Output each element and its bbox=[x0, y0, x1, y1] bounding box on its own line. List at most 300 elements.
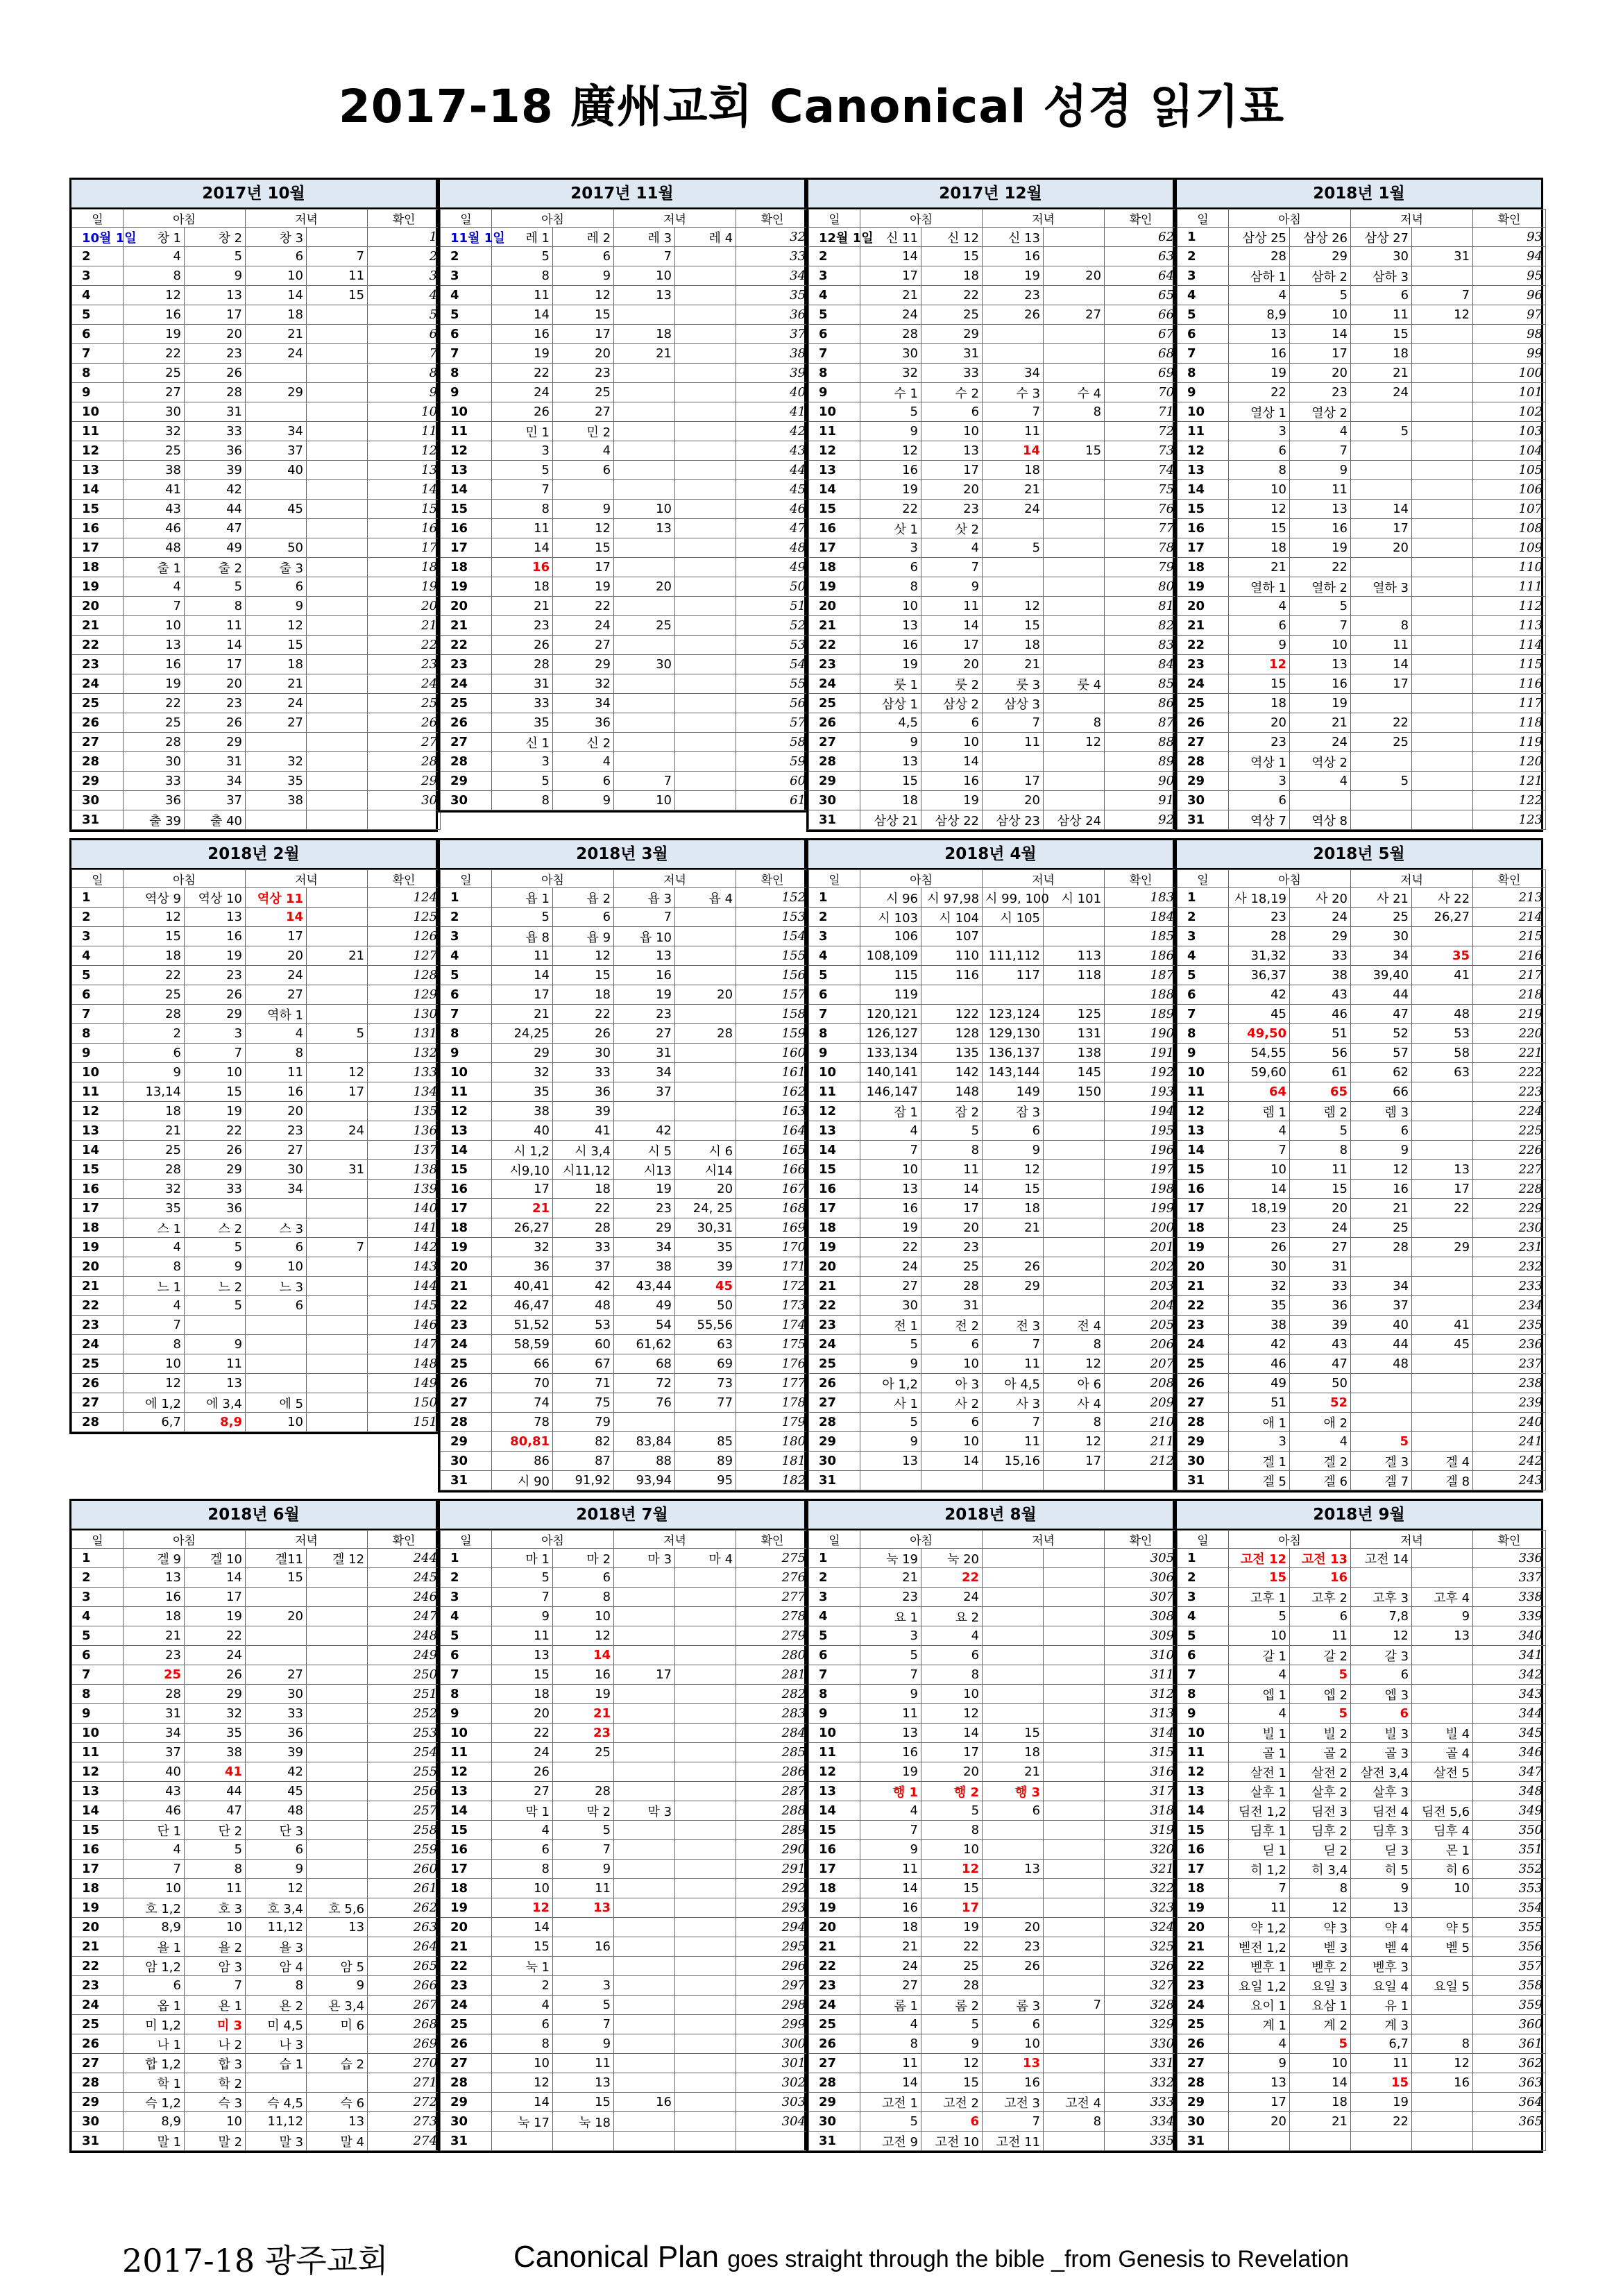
check-cell[interactable]: 125 bbox=[368, 908, 441, 927]
check-cell[interactable]: 127 bbox=[368, 946, 441, 966]
check-cell[interactable]: 168 bbox=[736, 1199, 809, 1218]
check-cell[interactable]: 280 bbox=[736, 1646, 809, 1665]
check-cell[interactable]: 349 bbox=[1473, 1801, 1546, 1821]
check-cell[interactable]: 274 bbox=[368, 2132, 441, 2151]
check-cell[interactable]: 82 bbox=[1105, 616, 1178, 636]
check-cell[interactable]: 186 bbox=[1105, 946, 1178, 966]
check-cell[interactable]: 201 bbox=[1105, 1238, 1178, 1257]
check-cell[interactable]: 84 bbox=[1105, 655, 1178, 674]
check-cell[interactable]: 77 bbox=[1105, 519, 1178, 538]
check-cell[interactable]: 260 bbox=[368, 1860, 441, 1879]
check-cell[interactable]: 227 bbox=[1473, 1160, 1546, 1180]
check-cell[interactable]: 63 bbox=[1105, 247, 1178, 266]
check-cell[interactable]: 205 bbox=[1105, 1316, 1178, 1335]
check-cell[interactable]: 9 bbox=[368, 383, 441, 402]
check-cell[interactable]: 263 bbox=[368, 1918, 441, 1937]
check-cell[interactable]: 16 bbox=[368, 519, 441, 538]
check-cell[interactable]: 255 bbox=[368, 1762, 441, 1782]
check-cell[interactable]: 199 bbox=[1105, 1199, 1178, 1218]
check-cell[interactable]: 116 bbox=[1473, 674, 1546, 694]
check-cell[interactable]: 111 bbox=[1473, 577, 1546, 597]
check-cell[interactable]: 215 bbox=[1473, 927, 1546, 946]
check-cell[interactable]: 13 bbox=[368, 461, 441, 480]
check-cell[interactable]: 79 bbox=[1105, 558, 1178, 577]
check-cell[interactable]: 113 bbox=[1473, 616, 1546, 636]
check-cell[interactable]: 355 bbox=[1473, 1918, 1546, 1937]
check-cell[interactable]: 81 bbox=[1105, 597, 1178, 616]
check-cell[interactable]: 83 bbox=[1105, 636, 1178, 655]
check-cell[interactable]: 153 bbox=[736, 908, 809, 927]
check-cell[interactable]: 211 bbox=[1105, 1432, 1178, 1452]
check-cell[interactable]: 359 bbox=[1473, 1996, 1546, 2015]
check-cell[interactable]: 41 bbox=[736, 402, 809, 422]
check-cell[interactable]: 329 bbox=[1105, 2015, 1178, 2034]
check-cell[interactable]: 126 bbox=[368, 927, 441, 946]
check-cell[interactable]: 156 bbox=[736, 966, 809, 985]
check-cell[interactable]: 17 bbox=[368, 538, 441, 558]
check-cell[interactable]: 4 bbox=[368, 286, 441, 305]
check-cell[interactable]: 158 bbox=[736, 1005, 809, 1024]
check-cell[interactable]: 298 bbox=[736, 1996, 809, 2015]
check-cell[interactable]: 295 bbox=[736, 1937, 809, 1957]
check-cell[interactable]: 114 bbox=[1473, 636, 1546, 655]
check-cell[interactable]: 148 bbox=[368, 1354, 441, 1374]
check-cell[interactable]: 146 bbox=[368, 1316, 441, 1335]
check-cell[interactable]: 197 bbox=[1105, 1160, 1178, 1180]
check-cell[interactable]: 152 bbox=[736, 888, 809, 908]
check-cell[interactable]: 12 bbox=[368, 441, 441, 461]
check-cell[interactable]: 364 bbox=[1473, 2093, 1546, 2112]
check-cell[interactable]: 347 bbox=[1473, 1762, 1546, 1782]
check-cell[interactable]: 248 bbox=[368, 1626, 441, 1646]
check-cell[interactable]: 361 bbox=[1473, 2034, 1546, 2054]
check-cell[interactable]: 34 bbox=[736, 266, 809, 286]
check-cell[interactable]: 240 bbox=[1473, 1413, 1546, 1432]
check-cell[interactable]: 44 bbox=[736, 461, 809, 480]
check-cell[interactable]: 8 bbox=[368, 364, 441, 383]
check-cell[interactable]: 100 bbox=[1473, 364, 1546, 383]
check-cell[interactable]: 174 bbox=[736, 1316, 809, 1335]
check-cell[interactable]: 210 bbox=[1105, 1413, 1178, 1432]
check-cell[interactable]: 62 bbox=[1105, 228, 1178, 247]
check-cell[interactable]: 305 bbox=[1105, 1549, 1178, 1568]
check-cell[interactable]: 85 bbox=[1105, 674, 1178, 694]
check-cell[interactable]: 175 bbox=[736, 1335, 809, 1354]
check-cell[interactable]: 345 bbox=[1473, 1724, 1546, 1743]
check-cell[interactable]: 108 bbox=[1473, 519, 1546, 538]
check-cell[interactable]: 26 bbox=[368, 713, 441, 733]
check-cell[interactable]: 32 bbox=[736, 228, 809, 247]
check-cell[interactable]: 133 bbox=[368, 1063, 441, 1082]
check-cell[interactable]: 220 bbox=[1473, 1024, 1546, 1044]
check-cell[interactable]: 59 bbox=[736, 752, 809, 772]
check-cell[interactable]: 213 bbox=[1473, 888, 1546, 908]
check-cell[interactable]: 155 bbox=[736, 946, 809, 966]
check-cell[interactable]: 20 bbox=[368, 597, 441, 616]
check-cell[interactable]: 65 bbox=[1105, 286, 1178, 305]
check-cell[interactable]: 279 bbox=[736, 1626, 809, 1646]
check-cell[interactable]: 236 bbox=[1473, 1335, 1546, 1354]
check-cell[interactable]: 72 bbox=[1105, 422, 1178, 441]
check-cell[interactable]: 275 bbox=[736, 1549, 809, 1568]
check-cell[interactable]: 192 bbox=[1105, 1063, 1178, 1082]
check-cell[interactable]: 169 bbox=[736, 1218, 809, 1238]
check-cell[interactable]: 171 bbox=[736, 1257, 809, 1277]
check-cell[interactable]: 340 bbox=[1473, 1626, 1546, 1646]
check-cell[interactable]: 270 bbox=[368, 2054, 441, 2073]
check-cell[interactable]: 11 bbox=[368, 422, 441, 441]
check-cell[interactable]: 80 bbox=[1105, 577, 1178, 597]
check-cell[interactable]: 343 bbox=[1473, 1685, 1546, 1704]
check-cell[interactable]: 222 bbox=[1473, 1063, 1546, 1082]
check-cell[interactable]: 142 bbox=[368, 1238, 441, 1257]
check-cell[interactable]: 112 bbox=[1473, 597, 1546, 616]
check-cell[interactable]: 216 bbox=[1473, 946, 1546, 966]
check-cell[interactable]: 182 bbox=[736, 1471, 809, 1490]
check-cell[interactable]: 365 bbox=[1473, 2112, 1546, 2132]
check-cell[interactable]: 76 bbox=[1105, 500, 1178, 519]
check-cell[interactable]: 286 bbox=[736, 1762, 809, 1782]
check-cell[interactable]: 238 bbox=[1473, 1374, 1546, 1393]
check-cell[interactable]: 335 bbox=[1105, 2132, 1178, 2151]
check-cell[interactable]: 332 bbox=[1105, 2073, 1178, 2093]
check-cell[interactable]: 40 bbox=[736, 383, 809, 402]
check-cell[interactable]: 218 bbox=[1473, 985, 1546, 1005]
check-cell[interactable]: 328 bbox=[1105, 1996, 1178, 2015]
check-cell[interactable]: 299 bbox=[736, 2015, 809, 2034]
check-cell[interactable]: 106 bbox=[1473, 480, 1546, 500]
check-cell[interactable]: 316 bbox=[1105, 1762, 1178, 1782]
check-cell[interactable]: 214 bbox=[1473, 908, 1546, 927]
check-cell[interactable]: 141 bbox=[368, 1218, 441, 1238]
check-cell[interactable]: 19 bbox=[368, 577, 441, 597]
check-cell[interactable]: 354 bbox=[1473, 1898, 1546, 1918]
check-cell[interactable]: 107 bbox=[1473, 500, 1546, 519]
check-cell[interactable]: 14 bbox=[368, 480, 441, 500]
check-cell[interactable]: 282 bbox=[736, 1685, 809, 1704]
check-cell[interactable]: 144 bbox=[368, 1277, 441, 1296]
check-cell[interactable]: 273 bbox=[368, 2112, 441, 2132]
check-cell[interactable]: 1 bbox=[368, 228, 441, 247]
check-cell[interactable]: 139 bbox=[368, 1180, 441, 1199]
check-cell[interactable]: 337 bbox=[1473, 1568, 1546, 1588]
check-cell[interactable]: 219 bbox=[1473, 1005, 1546, 1024]
check-cell[interactable]: 195 bbox=[1105, 1121, 1178, 1141]
check-cell[interactable]: 327 bbox=[1105, 1976, 1178, 1996]
check-cell[interactable]: 257 bbox=[368, 1801, 441, 1821]
check-cell[interactable]: 356 bbox=[1473, 1937, 1546, 1957]
check-cell[interactable]: 74 bbox=[1105, 461, 1178, 480]
check-cell[interactable]: 105 bbox=[1473, 461, 1546, 480]
check-cell[interactable]: 336 bbox=[1473, 1549, 1546, 1568]
check-cell[interactable]: 93 bbox=[1473, 228, 1546, 247]
check-cell[interactable]: 25 bbox=[368, 694, 441, 713]
check-cell[interactable]: 344 bbox=[1473, 1704, 1546, 1724]
check-cell[interactable]: 300 bbox=[736, 2034, 809, 2054]
check-cell[interactable]: 42 bbox=[736, 422, 809, 441]
check-cell[interactable]: 245 bbox=[368, 1568, 441, 1588]
check-cell[interactable]: 269 bbox=[368, 2034, 441, 2054]
check-cell[interactable]: 53 bbox=[736, 636, 809, 655]
check-cell[interactable]: 264 bbox=[368, 1937, 441, 1957]
check-cell[interactable]: 185 bbox=[1105, 927, 1178, 946]
check-cell[interactable] bbox=[368, 810, 441, 830]
check-cell[interactable]: 36 bbox=[736, 305, 809, 325]
check-cell[interactable]: 54 bbox=[736, 655, 809, 674]
check-cell[interactable]: 21 bbox=[368, 616, 441, 636]
check-cell[interactable]: 38 bbox=[736, 344, 809, 364]
check-cell[interactable]: 278 bbox=[736, 1607, 809, 1626]
check-cell[interactable] bbox=[1105, 1471, 1178, 1490]
check-cell[interactable]: 254 bbox=[368, 1743, 441, 1762]
check-cell[interactable]: 176 bbox=[736, 1354, 809, 1374]
check-cell[interactable]: 6 bbox=[368, 325, 441, 344]
check-cell[interactable]: 334 bbox=[1105, 2112, 1178, 2132]
check-cell[interactable]: 94 bbox=[1473, 247, 1546, 266]
check-cell[interactable]: 224 bbox=[1473, 1102, 1546, 1121]
check-cell[interactable]: 129 bbox=[368, 985, 441, 1005]
check-cell[interactable]: 140 bbox=[368, 1199, 441, 1218]
check-cell[interactable]: 348 bbox=[1473, 1782, 1546, 1801]
check-cell[interactable]: 228 bbox=[1473, 1180, 1546, 1199]
check-cell[interactable]: 39 bbox=[736, 364, 809, 383]
check-cell[interactable]: 49 bbox=[736, 558, 809, 577]
check-cell[interactable]: 315 bbox=[1105, 1743, 1178, 1762]
check-cell[interactable]: 204 bbox=[1105, 1296, 1178, 1316]
check-cell[interactable]: 229 bbox=[1473, 1199, 1546, 1218]
check-cell[interactable]: 209 bbox=[1105, 1393, 1178, 1413]
check-cell[interactable]: 221 bbox=[1473, 1044, 1546, 1063]
check-cell[interactable]: 15 bbox=[368, 500, 441, 519]
check-cell[interactable]: 104 bbox=[1473, 441, 1546, 461]
check-cell[interactable]: 266 bbox=[368, 1976, 441, 1996]
check-cell[interactable]: 135 bbox=[368, 1102, 441, 1121]
check-cell[interactable]: 131 bbox=[368, 1024, 441, 1044]
check-cell[interactable]: 281 bbox=[736, 1665, 809, 1685]
check-cell[interactable]: 318 bbox=[1105, 1801, 1178, 1821]
check-cell[interactable]: 331 bbox=[1105, 2054, 1178, 2073]
check-cell[interactable]: 96 bbox=[1473, 286, 1546, 305]
check-cell[interactable]: 46 bbox=[736, 500, 809, 519]
check-cell[interactable]: 128 bbox=[368, 966, 441, 985]
check-cell[interactable]: 24 bbox=[368, 674, 441, 694]
check-cell[interactable]: 147 bbox=[368, 1335, 441, 1354]
check-cell[interactable]: 310 bbox=[1105, 1646, 1178, 1665]
check-cell[interactable]: 342 bbox=[1473, 1665, 1546, 1685]
check-cell[interactable]: 66 bbox=[1105, 305, 1178, 325]
check-cell[interactable]: 102 bbox=[1473, 402, 1546, 422]
check-cell[interactable]: 352 bbox=[1473, 1860, 1546, 1879]
check-cell[interactable]: 115 bbox=[1473, 655, 1546, 674]
check-cell[interactable]: 360 bbox=[1473, 2015, 1546, 2034]
check-cell[interactable]: 51 bbox=[736, 597, 809, 616]
check-cell[interactable]: 132 bbox=[368, 1044, 441, 1063]
check-cell[interactable]: 285 bbox=[736, 1743, 809, 1762]
check-cell[interactable]: 75 bbox=[1105, 480, 1178, 500]
check-cell[interactable]: 180 bbox=[736, 1432, 809, 1452]
check-cell[interactable]: 252 bbox=[368, 1704, 441, 1724]
check-cell[interactable]: 121 bbox=[1473, 772, 1546, 791]
check-cell[interactable]: 27 bbox=[368, 733, 441, 752]
check-cell[interactable]: 122 bbox=[1473, 791, 1546, 810]
check-cell[interactable]: 37 bbox=[736, 325, 809, 344]
check-cell[interactable]: 189 bbox=[1105, 1005, 1178, 1024]
check-cell[interactable]: 22 bbox=[368, 636, 441, 655]
check-cell[interactable]: 207 bbox=[1105, 1354, 1178, 1374]
check-cell[interactable]: 319 bbox=[1105, 1821, 1178, 1840]
check-cell[interactable]: 268 bbox=[368, 2015, 441, 2034]
check-cell[interactable]: 202 bbox=[1105, 1257, 1178, 1277]
check-cell[interactable]: 247 bbox=[368, 1607, 441, 1626]
check-cell[interactable]: 226 bbox=[1473, 1141, 1546, 1160]
check-cell[interactable]: 33 bbox=[736, 247, 809, 266]
check-cell[interactable]: 172 bbox=[736, 1277, 809, 1296]
check-cell[interactable]: 150 bbox=[368, 1393, 441, 1413]
check-cell[interactable]: 193 bbox=[1105, 1082, 1178, 1102]
check-cell[interactable]: 30 bbox=[368, 791, 441, 810]
check-cell[interactable]: 239 bbox=[1473, 1393, 1546, 1413]
check-cell[interactable]: 101 bbox=[1473, 383, 1546, 402]
check-cell[interactable]: 138 bbox=[368, 1160, 441, 1180]
check-cell[interactable]: 294 bbox=[736, 1918, 809, 1937]
check-cell[interactable]: 50 bbox=[736, 577, 809, 597]
check-cell[interactable]: 2 bbox=[368, 247, 441, 266]
check-cell[interactable]: 276 bbox=[736, 1568, 809, 1588]
check-cell[interactable]: 243 bbox=[1473, 1471, 1546, 1490]
check-cell[interactable]: 5 bbox=[368, 305, 441, 325]
check-cell[interactable]: 308 bbox=[1105, 1607, 1178, 1626]
check-cell[interactable]: 7 bbox=[368, 344, 441, 364]
check-cell[interactable]: 217 bbox=[1473, 966, 1546, 985]
check-cell[interactable]: 45 bbox=[736, 480, 809, 500]
check-cell[interactable]: 57 bbox=[736, 713, 809, 733]
check-cell[interactable]: 283 bbox=[736, 1704, 809, 1724]
check-cell[interactable]: 235 bbox=[1473, 1316, 1546, 1335]
check-cell[interactable]: 302 bbox=[736, 2073, 809, 2093]
check-cell[interactable]: 303 bbox=[736, 2093, 809, 2112]
check-cell[interactable]: 71 bbox=[1105, 402, 1178, 422]
check-cell[interactable]: 289 bbox=[736, 1821, 809, 1840]
check-cell[interactable]: 206 bbox=[1105, 1335, 1178, 1354]
check-cell[interactable]: 307 bbox=[1105, 1588, 1178, 1607]
check-cell[interactable]: 230 bbox=[1473, 1218, 1546, 1238]
check-cell[interactable]: 304 bbox=[736, 2112, 809, 2132]
check-cell[interactable]: 198 bbox=[1105, 1180, 1178, 1199]
check-cell[interactable]: 259 bbox=[368, 1840, 441, 1860]
check-cell[interactable]: 165 bbox=[736, 1141, 809, 1160]
check-cell[interactable]: 292 bbox=[736, 1879, 809, 1898]
check-cell[interactable]: 184 bbox=[1105, 908, 1178, 927]
check-cell[interactable]: 154 bbox=[736, 927, 809, 946]
check-cell[interactable]: 338 bbox=[1473, 1588, 1546, 1607]
check-cell[interactable]: 23 bbox=[368, 655, 441, 674]
check-cell[interactable]: 92 bbox=[1105, 810, 1178, 830]
check-cell[interactable]: 212 bbox=[1105, 1452, 1178, 1471]
check-cell[interactable]: 256 bbox=[368, 1782, 441, 1801]
check-cell[interactable] bbox=[1473, 2132, 1546, 2151]
check-cell[interactable]: 10 bbox=[368, 402, 441, 422]
check-cell[interactable]: 43 bbox=[736, 441, 809, 461]
check-cell[interactable]: 330 bbox=[1105, 2034, 1178, 2054]
check-cell[interactable]: 267 bbox=[368, 1996, 441, 2015]
check-cell[interactable]: 123 bbox=[1473, 810, 1546, 830]
check-cell[interactable]: 110 bbox=[1473, 558, 1546, 577]
check-cell[interactable]: 296 bbox=[736, 1957, 809, 1976]
check-cell[interactable] bbox=[736, 2132, 809, 2151]
check-cell[interactable]: 149 bbox=[368, 1374, 441, 1393]
check-cell[interactable]: 262 bbox=[368, 1898, 441, 1918]
check-cell[interactable]: 293 bbox=[736, 1898, 809, 1918]
check-cell[interactable]: 157 bbox=[736, 985, 809, 1005]
check-cell[interactable]: 358 bbox=[1473, 1976, 1546, 1996]
check-cell[interactable]: 103 bbox=[1473, 422, 1546, 441]
check-cell[interactable]: 271 bbox=[368, 2073, 441, 2093]
check-cell[interactable]: 313 bbox=[1105, 1704, 1178, 1724]
check-cell[interactable]: 196 bbox=[1105, 1141, 1178, 1160]
check-cell[interactable]: 137 bbox=[368, 1141, 441, 1160]
check-cell[interactable]: 341 bbox=[1473, 1646, 1546, 1665]
check-cell[interactable]: 159 bbox=[736, 1024, 809, 1044]
check-cell[interactable]: 241 bbox=[1473, 1432, 1546, 1452]
check-cell[interactable]: 249 bbox=[368, 1646, 441, 1665]
check-cell[interactable]: 68 bbox=[1105, 344, 1178, 364]
check-cell[interactable]: 231 bbox=[1473, 1238, 1546, 1257]
check-cell[interactable]: 109 bbox=[1473, 538, 1546, 558]
check-cell[interactable]: 58 bbox=[736, 733, 809, 752]
check-cell[interactable]: 64 bbox=[1105, 266, 1178, 286]
check-cell[interactable]: 232 bbox=[1473, 1257, 1546, 1277]
check-cell[interactable]: 89 bbox=[1105, 752, 1178, 772]
check-cell[interactable]: 61 bbox=[736, 791, 809, 810]
check-cell[interactable]: 56 bbox=[736, 694, 809, 713]
check-cell[interactable]: 325 bbox=[1105, 1937, 1178, 1957]
check-cell[interactable]: 357 bbox=[1473, 1957, 1546, 1976]
check-cell[interactable]: 362 bbox=[1473, 2054, 1546, 2073]
check-cell[interactable]: 284 bbox=[736, 1724, 809, 1743]
check-cell[interactable]: 145 bbox=[368, 1296, 441, 1316]
check-cell[interactable]: 160 bbox=[736, 1044, 809, 1063]
check-cell[interactable]: 320 bbox=[1105, 1840, 1178, 1860]
check-cell[interactable]: 91 bbox=[1105, 791, 1178, 810]
check-cell[interactable]: 277 bbox=[736, 1588, 809, 1607]
check-cell[interactable]: 162 bbox=[736, 1082, 809, 1102]
check-cell[interactable]: 258 bbox=[368, 1821, 441, 1840]
check-cell[interactable]: 136 bbox=[368, 1121, 441, 1141]
check-cell[interactable]: 323 bbox=[1105, 1898, 1178, 1918]
check-cell[interactable]: 95 bbox=[1473, 266, 1546, 286]
check-cell[interactable]: 203 bbox=[1105, 1277, 1178, 1296]
check-cell[interactable]: 244 bbox=[368, 1549, 441, 1568]
check-cell[interactable]: 120 bbox=[1473, 752, 1546, 772]
check-cell[interactable]: 99 bbox=[1473, 344, 1546, 364]
check-cell[interactable]: 297 bbox=[736, 1976, 809, 1996]
check-cell[interactable]: 187 bbox=[1105, 966, 1178, 985]
check-cell[interactable]: 246 bbox=[368, 1588, 441, 1607]
check-cell[interactable]: 164 bbox=[736, 1121, 809, 1141]
check-cell[interactable]: 179 bbox=[736, 1413, 809, 1432]
check-cell[interactable]: 242 bbox=[1473, 1452, 1546, 1471]
check-cell[interactable]: 233 bbox=[1473, 1277, 1546, 1296]
check-cell[interactable]: 190 bbox=[1105, 1024, 1178, 1044]
check-cell[interactable]: 35 bbox=[736, 286, 809, 305]
check-cell[interactable]: 119 bbox=[1473, 733, 1546, 752]
check-cell[interactable]: 250 bbox=[368, 1665, 441, 1685]
check-cell[interactable]: 52 bbox=[736, 616, 809, 636]
check-cell[interactable]: 177 bbox=[736, 1374, 809, 1393]
check-cell[interactable]: 86 bbox=[1105, 694, 1178, 713]
check-cell[interactable]: 60 bbox=[736, 772, 809, 791]
check-cell[interactable]: 173 bbox=[736, 1296, 809, 1316]
